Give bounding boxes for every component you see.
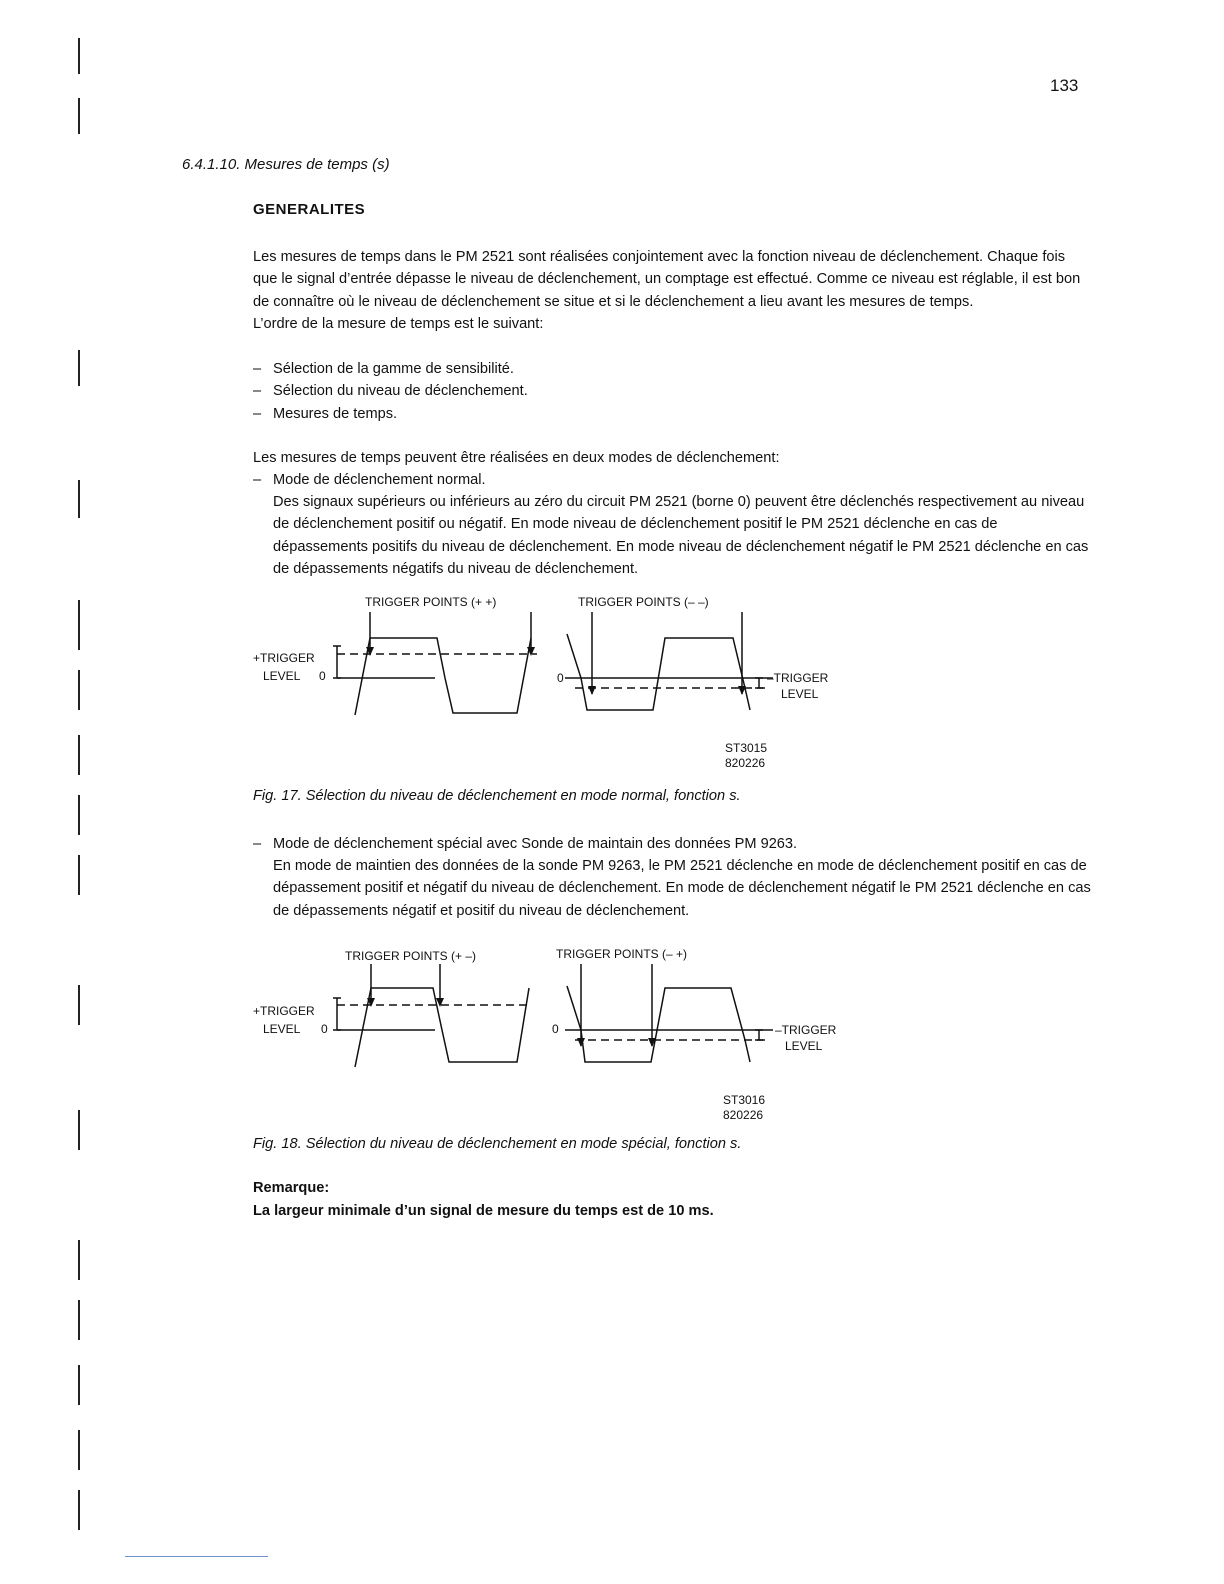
section-title: 6.4.1.10. Mesures de temps (s)	[182, 156, 390, 173]
trigger-points-right-label: TRIGGER POINTS (– –)	[578, 595, 709, 609]
mode-special-title: Mode de déclenchement spécial avec Sonde de maintain des données PM 9263.	[273, 836, 798, 852]
trigger-points-left-label: TRIGGER POINTS (+ +)	[365, 595, 497, 609]
mode-special-text: En mode de maintien des données de la sonde PM 9263, le PM 2521 déclenche en mode de déclenchement positif en cas de dépassement positif et négatif du niveau de déclenchement. En mode de déclenchement négatif le PM 2521 déclenche en cas de dépassements négatif et positif du niveau de déclenchement.	[273, 858, 1091, 919]
neg-level-label-1: –TRIGGER	[775, 1023, 837, 1037]
order-intro: L’ordre de la mesure de temps est le suivant:	[253, 316, 544, 333]
ref-code: ST3016	[723, 1093, 766, 1107]
neg-level-bracket	[755, 678, 763, 688]
order-steps-list	[253, 358, 1093, 425]
mode-special-item	[253, 833, 1093, 855]
ref-code: ST3015	[725, 741, 768, 755]
margin-bar	[78, 1110, 80, 1150]
mode-normal-title: Mode de déclenchement normal.	[273, 472, 486, 488]
margin-bar	[78, 985, 80, 1025]
pos-level-label-1: +TRIGGER	[253, 651, 315, 665]
figure-17-caption: Fig. 17. Sélection du niveau de déclenchement en mode normal, fonction s.	[253, 788, 741, 804]
mode-normal-item	[253, 469, 1093, 491]
mode-normal-text: Des signaux supérieurs ou inférieurs au zéro du circuit PM 2521 (borne 0) peuvent être déclenchés respectivement au niveau de déclenchement positif ou négatif. En mode niveau de déclenchement positif le PM 2521 déclenche en cas de dépassements positifs du niveau de déclenchement. En mode niveau de déclenchement négatif le PM 2521 déclenche en cas de dépassements négatifs du niveau de déclenchement.	[273, 494, 1089, 578]
remark-title: Remarque:	[253, 1180, 330, 1196]
margin-bar	[78, 350, 80, 386]
margin-bar	[78, 38, 80, 74]
neg-level-label-2: LEVEL	[781, 687, 819, 701]
pos-level-label-2: LEVEL	[263, 1022, 301, 1036]
trigger-points-left-label: TRIGGER POINTS (+ –)	[345, 949, 477, 963]
ref-date: 820226	[723, 1108, 764, 1122]
margin-bar	[78, 1430, 80, 1470]
pos-level-label-1: +TRIGGER	[253, 1004, 315, 1018]
margin-bar	[78, 735, 80, 775]
list-item: – Mode de déclenchement spécial avec Sonde de maintain des données PM 9263.	[253, 836, 798, 852]
figure-18	[245, 942, 845, 1127]
waveform-left	[355, 638, 531, 715]
list-item-text: Sélection de la gamme de sensibilité.	[273, 361, 514, 377]
trigger-points-right-label: TRIGGER POINTS (– +)	[556, 947, 688, 961]
pos-level-bracket	[333, 998, 341, 1030]
figure-17-diagram	[245, 590, 845, 775]
modes-paragraph: Les mesures de temps peuvent être réalisées en deux modes de déclenchement:	[253, 450, 780, 466]
waveform-right	[567, 986, 750, 1062]
margin-bar	[78, 1365, 80, 1405]
neg-level-bracket	[755, 1030, 763, 1040]
page-number: 133	[1050, 76, 1079, 95]
figure-18-diagram	[245, 942, 845, 1127]
neg-level-label-1: –TRIGGER	[767, 671, 829, 685]
margin-bar	[78, 855, 80, 895]
list-item: – Sélection du niveau de déclenchement.	[253, 383, 528, 400]
ref-date: 820226	[725, 756, 766, 770]
margin-bar	[78, 1300, 80, 1340]
heading: GENERALITES	[253, 201, 366, 218]
list-item-text: Mesures de temps.	[273, 405, 398, 422]
list-item: – Sélection de la gamme de sensibilité.	[253, 361, 514, 377]
footer-link-underline	[125, 1556, 268, 1557]
list-item: – Mode de déclenchement normal.	[253, 472, 486, 488]
margin-bar	[78, 1240, 80, 1280]
neg-level-label-2: LEVEL	[785, 1039, 823, 1053]
margin-bar	[78, 600, 80, 650]
zero-label-right: 0	[552, 1022, 559, 1036]
intro-paragraph	[253, 246, 1093, 336]
margin-bar	[78, 98, 80, 134]
waveform-right	[567, 634, 750, 710]
figure-18-caption: Fig. 18. Sélection du niveau de déclenchement en mode spécial, fonction s.	[253, 1136, 742, 1152]
pos-level-label-2: LEVEL	[263, 669, 301, 683]
margin-bar	[78, 670, 80, 710]
margin-bar	[78, 795, 80, 835]
margin-bar	[78, 480, 80, 518]
margin-bar	[78, 1490, 80, 1530]
zero-label-right: 0	[557, 671, 564, 685]
remark-text: La largeur minimale d’un signal de mesure du temps est de 10 ms.	[253, 1203, 714, 1219]
list-item-text: Sélection du niveau de déclenchement.	[273, 383, 528, 400]
zero-label-left: 0	[319, 669, 326, 683]
intro-text: Les mesures de temps dans le PM 2521 sont réalisées conjointement avec la fonction niveau de déclenchement. Chaque fois que le signal d’entrée dépasse le niveau de déclenchement, un comptage est effectué. Comme ce niveau est réglable, il est bon de connaître où le niveau de déclenchement se situe et si le déclenchement a lieu avant les mesures de temps.	[253, 249, 1081, 310]
list-item: – Mesures de temps.	[253, 405, 398, 422]
figure-17	[245, 590, 845, 775]
zero-label-left: 0	[321, 1022, 328, 1036]
